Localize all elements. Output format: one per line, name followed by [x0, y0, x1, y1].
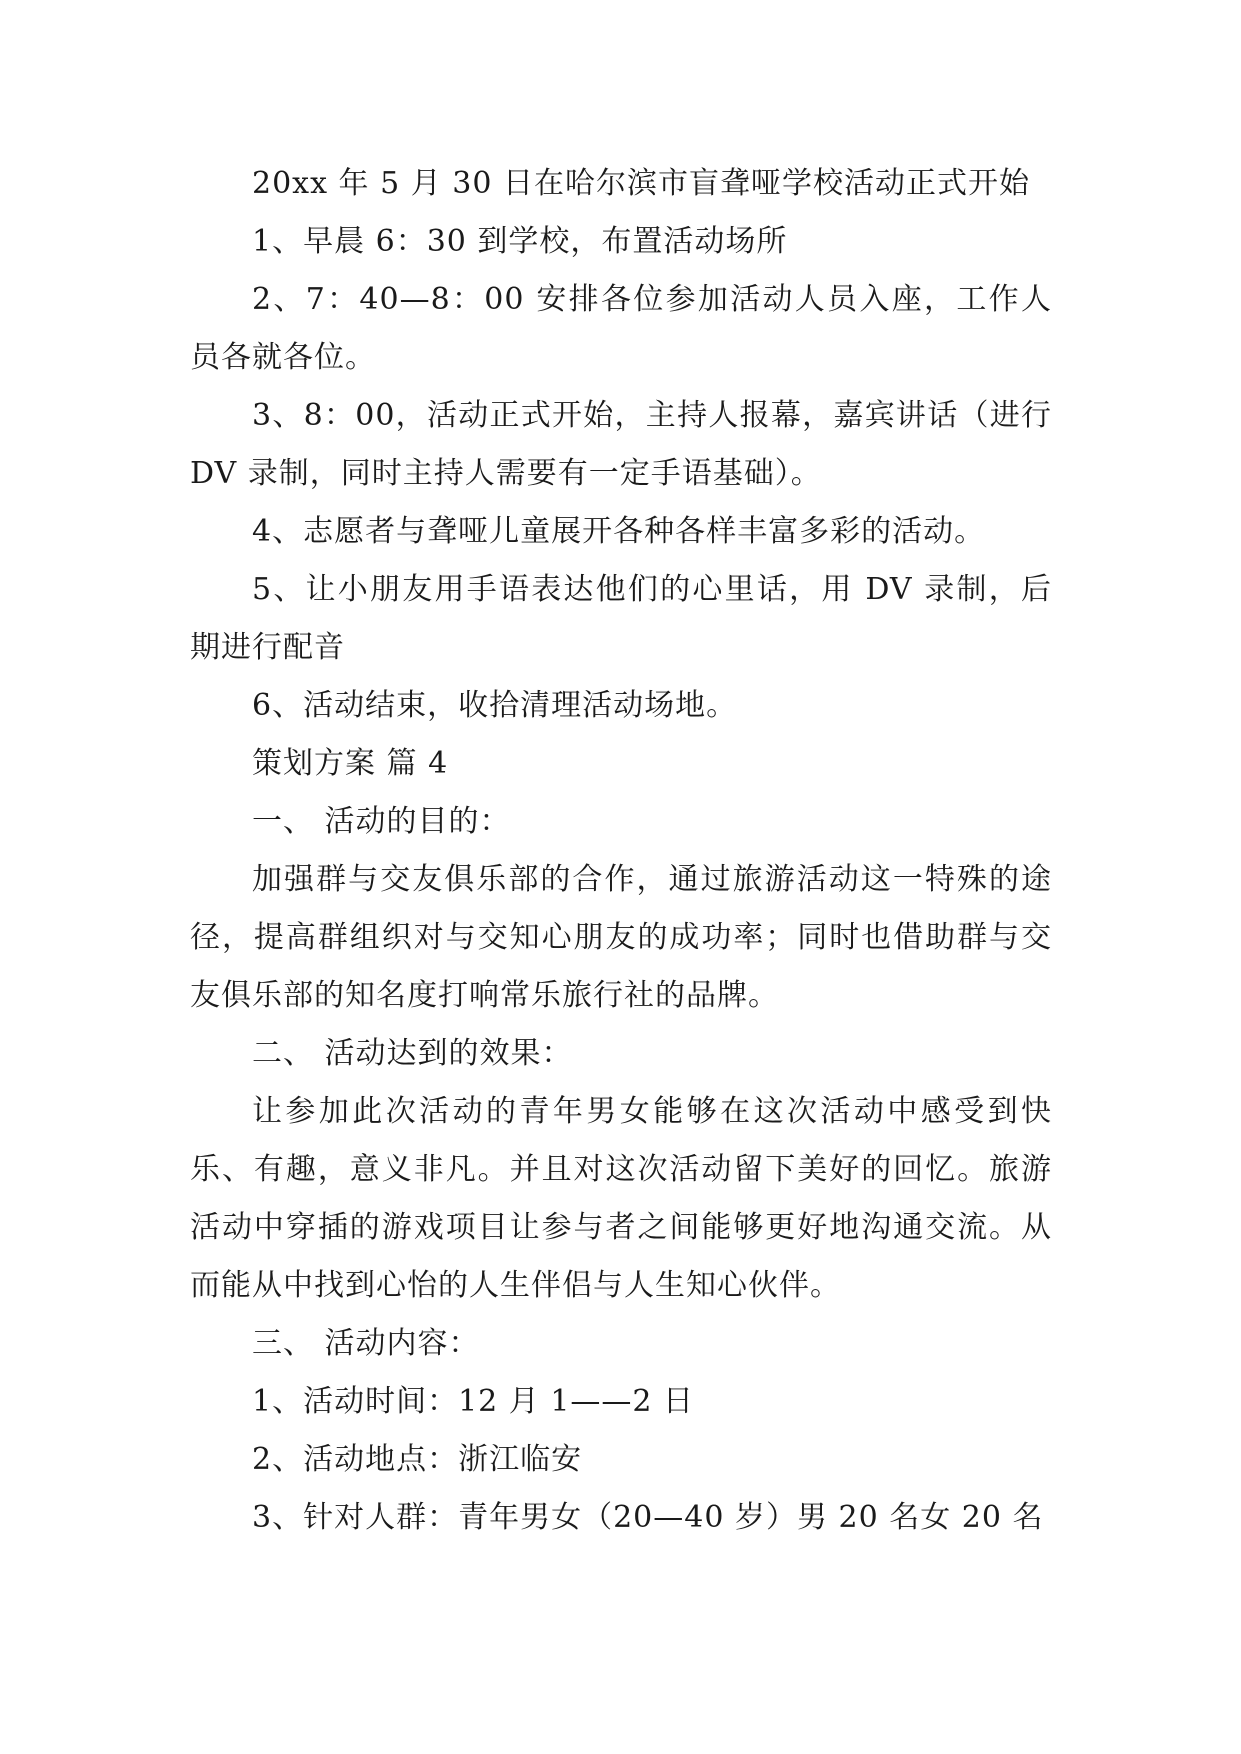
- paragraph-step-3: 3、8：00，活动正式开始，主持人报幕，嘉宾讲话（进行 DV 录制，同时主持人需要有一定手语基础）。: [190, 398, 1052, 491]
- paragraph-step-6: 6、活动结束，收拾清理活动场地。: [252, 688, 738, 723]
- heading-purpose: 一、 活动的目的：: [252, 804, 511, 839]
- paragraph-event-start: 20xx 年 5 月 30 日在哈尔滨市盲聋哑学校活动正式开始: [252, 166, 1030, 201]
- paragraph-step-4: 4、志愿者与聋哑儿童展开各种各样丰富多彩的活动。: [252, 514, 986, 549]
- paragraph-purpose: 加强群与交友俱乐部的合作，通过旅游活动这一特殊的途径，提高群组织对与交知心朋友的成功率；同时也借助群与交友俱乐部的知名度打响常乐旅行社的品牌。: [190, 862, 1052, 1013]
- document-page: [190, 155, 1052, 1547]
- paragraph-step-1: 1、早晨 6：30 到学校，布置活动场所: [252, 224, 788, 259]
- heading-content: 三、 活动内容：: [252, 1326, 480, 1361]
- paragraph-step-2: 2、7：40—8：00 安排各位参加活动人员入座，工作人员各就各位。: [190, 282, 1052, 375]
- section-title-plan-4: 策划方案 篇 4: [252, 746, 449, 781]
- paragraph-location: 2、活动地点：浙江临安: [252, 1442, 583, 1477]
- heading-effect: 二、 活动达到的效果：: [252, 1036, 573, 1071]
- paragraph-step-5: 5、让小朋友用手语表达他们的心里话，用 DV 录制，后期进行配音: [190, 572, 1052, 665]
- paragraph-audience: 3、针对人群：青年男女（20—40 岁）男 20 名女 20 名: [252, 1500, 1044, 1535]
- paragraph-effect: 让参加此次活动的青年男女能够在这次活动中感受到快乐、有趣，意义非凡。并且对这次活动留下美好的回忆。旅游活动中穿插的游戏项目让参与者之间能够更好地沟通交流。从而能从中找到心怡的人生伴侣与人生知心伙伴。: [190, 1094, 1052, 1303]
- paragraph-time: 1、活动时间：12 月 1——2 日: [252, 1384, 695, 1419]
